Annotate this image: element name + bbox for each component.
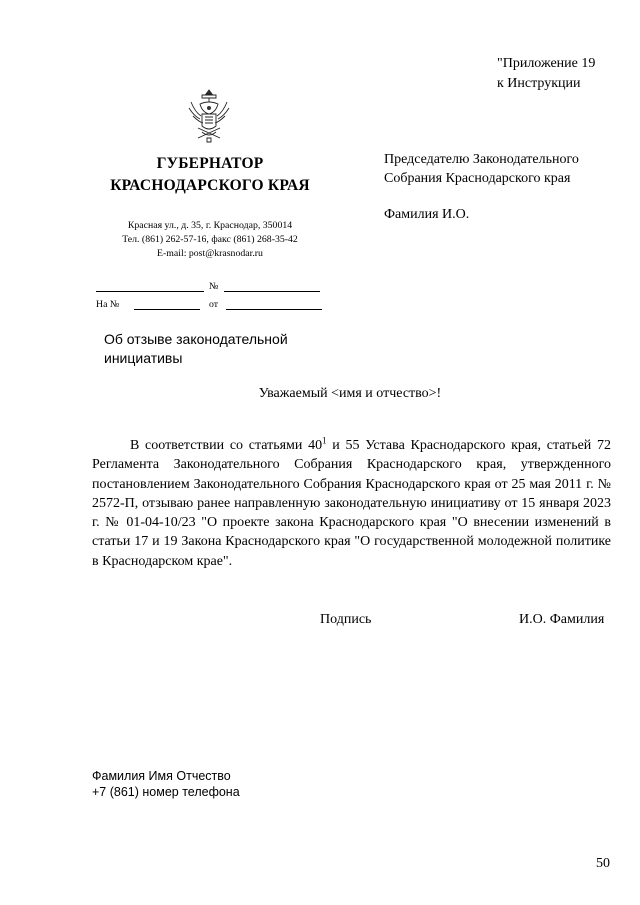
address-line-2: Тел. (861) 262-57-16, факс (861) 268-35-42 (122, 234, 298, 245)
subject-line-2: инициативы (104, 350, 183, 366)
executor-name: Фамилия Имя Отчество (92, 769, 231, 783)
sender-title (95, 153, 325, 197)
sender-title-line-2: КРАСНОДАРСКОГО КРАЯ (110, 177, 310, 194)
body-superscript: 1 (322, 435, 327, 446)
crest-of-krasnodar-krai-icon (187, 88, 231, 144)
letter-subject (104, 330, 288, 368)
registration-date-blank (96, 281, 204, 292)
subject-line-1: Об отзыве законодательной (104, 331, 288, 347)
letter-body (92, 436, 611, 571)
signature-label: Подпись (320, 612, 372, 627)
salutation: Уважаемый <имя и отчество>! (258, 386, 442, 401)
page-number: 50 (596, 856, 610, 871)
addressee-name: Фамилия И.О. (384, 207, 470, 222)
body-text-start: В соответствии со статьями 40 (130, 438, 323, 453)
appendix-note (497, 54, 595, 94)
reference-date-blank (226, 299, 322, 310)
body-text-rest: и 55 Устава Краснодарского края, статьей 72 Регламента Законодательного Собрания Краснодарского края, утвержденного постановлением Законодательного Собрания Краснодарского края от 25 мая 2011 г. № 2572-П, отзываю ранее направленную законодательную инициативу от 15 января 2023 г. № 01-04-10/23 "О проекте закона Краснодарского края "О внесении изменений в статьи 17 и 19 Закона Краснодарского края "О государственной молодежной политике в Краснодарском крае". (92, 438, 611, 569)
registration-line (96, 281, 320, 295)
addressee-line-2: Собрания Краснодарского края (384, 171, 571, 186)
registration-number-blank (224, 281, 320, 292)
sender-address (95, 219, 325, 261)
sender-title-line-1: ГУБЕРНАТОР (156, 155, 264, 172)
reference-line (96, 299, 322, 313)
appendix-line-1: "Приложение 19 (497, 56, 596, 71)
reference-number-blank (134, 299, 200, 310)
addressee-line-1: Председателю Законодательного (384, 152, 579, 167)
executor-block (92, 768, 240, 800)
signatory-name: И.О. Фамилия (519, 612, 605, 627)
appendix-line-2: к Инструкции (497, 76, 581, 91)
reference-label: На № (96, 299, 120, 310)
address-line-1: Красная ул., д. 35, г. Краснодар, 350014 (127, 220, 293, 231)
reference-from-label: от (209, 299, 219, 310)
registration-number-sign: № (209, 281, 219, 292)
address-line-3: E-mail: post@krasnodar.ru (157, 248, 263, 259)
addressee-block (384, 150, 579, 224)
executor-phone: +7 (861) номер телефона (92, 785, 240, 799)
